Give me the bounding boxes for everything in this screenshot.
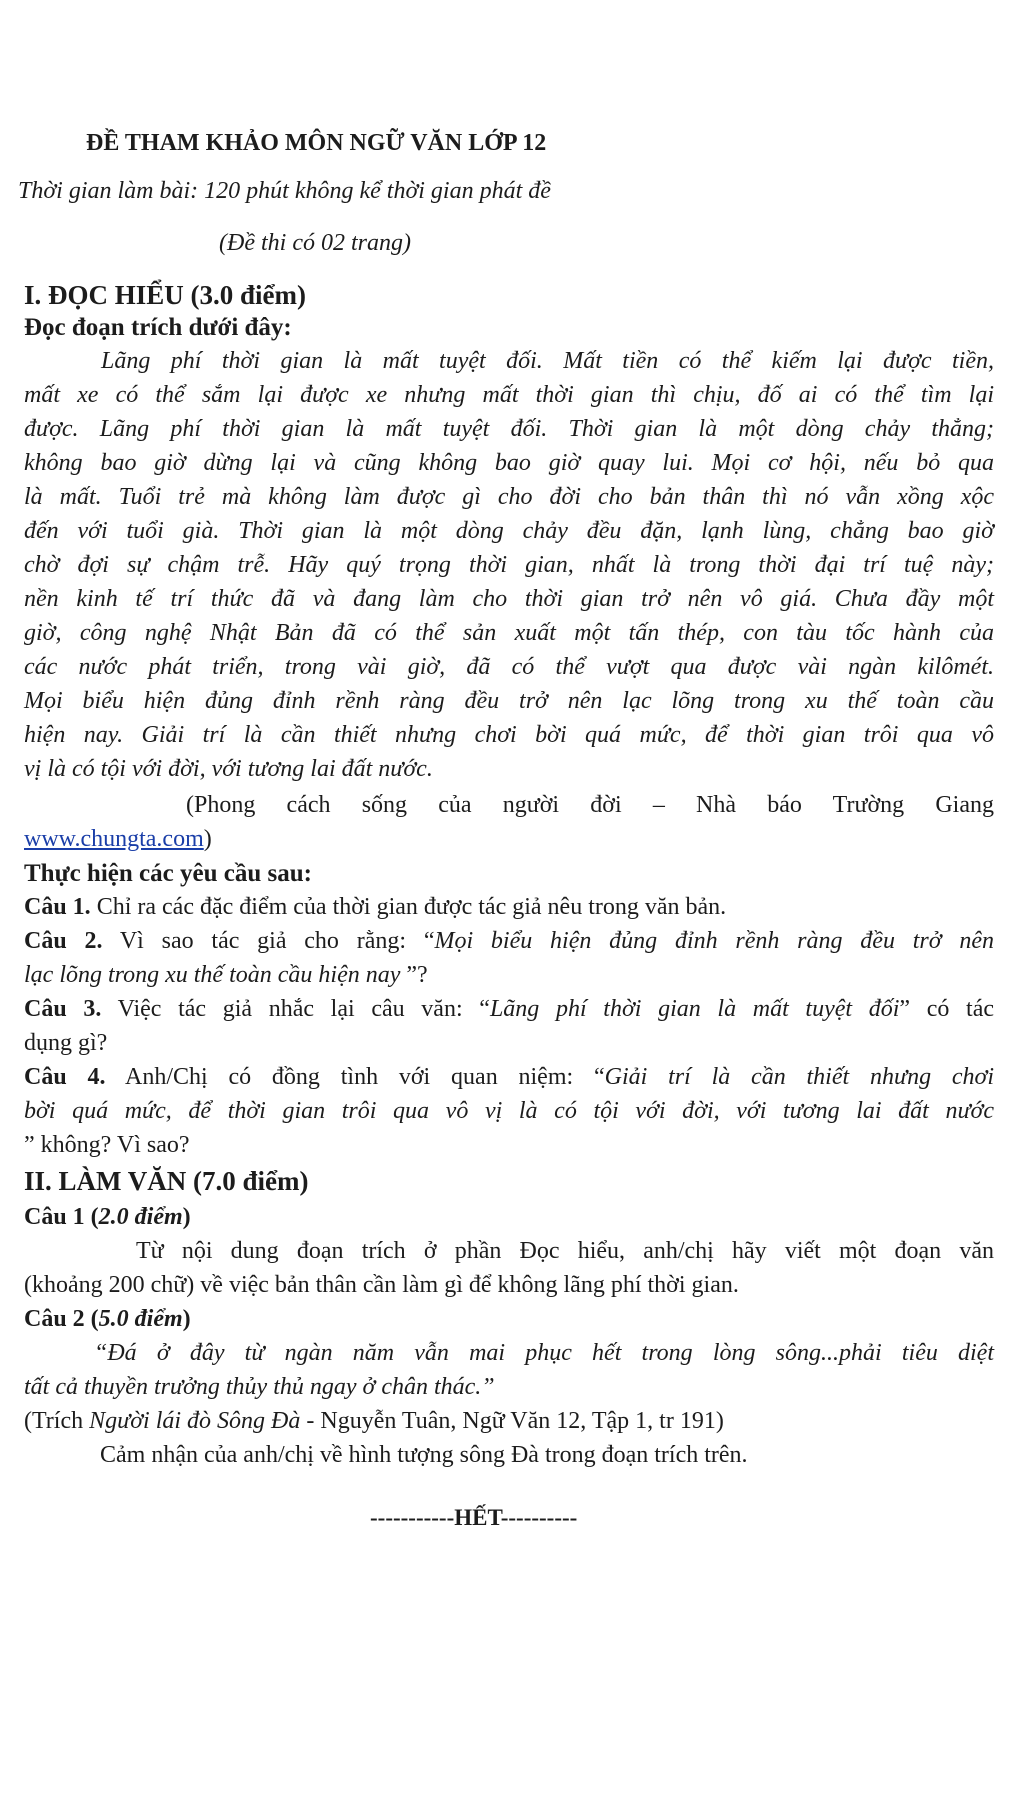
passage-line: Mọi biểu hiện đủng đỉnh rềnh ràng đều trở nên lạc lõng trong xu thế toàn cầu [24,688,994,714]
source-close: ) [203,826,212,852]
question-1-label: Câu 1. [24,894,91,920]
passage-line: Lãng phí thời gian là mất tuyệt đối. Mất tiền có thể kiếm lại được tiền, [101,348,994,374]
essay-2-points: 5.0 điểm [98,1306,183,1332]
question-4-label: Câu 4. [24,1064,106,1090]
question-1-text: Chỉ ra các đặc điểm của thời gian được tác giả nêu trong văn bản. [90,894,727,920]
passage-line: đến với tuổi già. Thời gian là một dòng chảy đều đặn, lạnh lùng, chẳng bao giờ [24,518,994,544]
section2-heading: II. LÀM VĂN (7.0 điểm) [24,1166,309,1196]
question-4-quote: Giải trí là cần thiết nhưng chơi [604,1064,995,1090]
question-2-label: Câu 2. [24,928,103,954]
question-2-quote: Mọi biểu hiện đủng đỉnh rềnh ràng đều trở nên [434,928,995,954]
source-link[interactable]: www.chungta.com [24,826,204,852]
essay-2-task: Cảm nhận của anh/chị về hình tượng sông Đà trong đoạn trích trên. [100,1442,748,1468]
essay-1-close: ) [182,1204,191,1230]
essay-2-source [24,1408,724,1435]
essay-2-source-b: - Nguyễn Tuân, Ngữ Văn 12, Tập 1, tr 191) [300,1408,724,1434]
passage-line: là mất. Tuổi trẻ mà không làm được gì cho đời cho bản thân thì nó vẫn xồng xộc [24,484,994,510]
question-3-cont: dụng gì? [24,1030,108,1056]
essay-2-source-title: Người lái đò Sông Đà [89,1408,301,1434]
essay-1-line: Từ nội dung đoạn trích ở phần Đọc hiểu, anh/chị hãy viết một đoạn văn [136,1238,994,1264]
question-3-text: Việc tác giả nhắc lại câu văn: “ [101,996,490,1022]
passage-line: giờ, công nghệ Nhật Bản đã có thể sản xuất một tấn thép, con tàu tốc hành của [24,620,994,646]
section1-heading: I. ĐỌC HIỂU (3.0 điểm) [24,280,306,310]
question-1 [24,894,726,921]
question-3-label: Câu 3. [24,996,102,1022]
essay-2-heading [24,1306,191,1333]
passage-line: các nước phát triển, trong vài giờ, đã có thể vượt qua được vài ngàn kilômét. [24,654,994,680]
question-3-end: ” có tác [899,996,994,1022]
passage-source: (Phong cách sống của người đời – Nhà báo Trường Giang [186,792,994,818]
essay-1-label: Câu 1 ( [24,1204,99,1230]
question-4 [24,1064,994,1091]
exam-title: ĐỀ THAM KHẢO MÔN NGỮ VĂN LỚP 12 [86,130,547,156]
question-2-text: Vì sao tác giả cho rằng: “ [102,928,435,954]
passage-line: vị là có tội với đời, với tương lai đất nước. [24,756,433,782]
passage-line: được. Lãng phí thời gian là mất tuyệt đối. Thời gian là một dòng chảy thẳng; [24,416,994,442]
end-mark: -----------HẾT---------- [370,1505,578,1530]
question-3 [24,996,994,1023]
question-4-end: ” không? Vì sao? [24,1132,190,1158]
exam-pages: (Đề thi có 02 trang) [219,230,411,256]
question-4-cont: bời quá mức, để thời gian trôi qua vô vị là có tội với đời, với tương lai đất nước [24,1098,994,1124]
passage-line: nền kinh tế trí thức đã và đang làm cho thời gian trở nên vô giá. Chưa đầy một [24,586,994,612]
essay-1-heading [24,1204,191,1231]
essay-2-quote: tất cả thuyền trưởng thủy thủ ngay ở chân thác.” [24,1374,495,1400]
section1-instruction: Đọc đoạn trích dưới đây: [24,314,292,341]
essay-2-close: ) [182,1306,191,1332]
passage-line: chờ đợi sự chậm trễ. Hãy quý trọng thời gian, nhất là trong thời đại trí tuệ này; [24,552,994,578]
exam-time: Thời gian làm bài: 120 phút không kể thời gian phát đề [18,178,551,204]
passage-line: mất xe có thể sắm lại được xe nhưng mất thời gian thì chịu, đố ai có thể tìm lại [24,382,994,408]
passage-line: hiện nay. Giải trí là cần thiết nhưng chơi bời quá mức, để thời gian trôi qua vô [24,722,994,748]
question-4-text: Anh/Chị có đồng tình với quan niệm: “ [105,1064,605,1090]
passage-source-link-line [24,826,212,853]
tasks-heading: Thực hiện các yêu cầu sau: [24,860,312,887]
essay-1-points: 2.0 điểm [98,1204,183,1230]
question-2 [24,928,994,955]
question-2-cont [24,962,428,989]
essay-2-source-a: (Trích [24,1408,90,1434]
question-3-quote: Lãng phí thời gian là mất tuyệt đối [489,996,900,1022]
question-2-quote-cont: lạc lõng trong xu thế toàn cầu hiện nay [24,962,401,988]
essay-2-label: Câu 2 ( [24,1306,99,1332]
question-2-end: ”? [400,962,428,988]
passage-line: không bao giờ dừng lại và cũng không bao giờ quay lui. Mọi cơ hội, nếu bỏ qua [24,450,994,476]
essay-1-line: (khoảng 200 chữ) về việc bản thân cần làm gì để không lãng phí thời gian. [24,1272,739,1298]
essay-2-quote: “Đá ở đây từ ngàn năm vẫn mai phục hết trong lòng sông...phải tiêu diệt [94,1340,994,1366]
